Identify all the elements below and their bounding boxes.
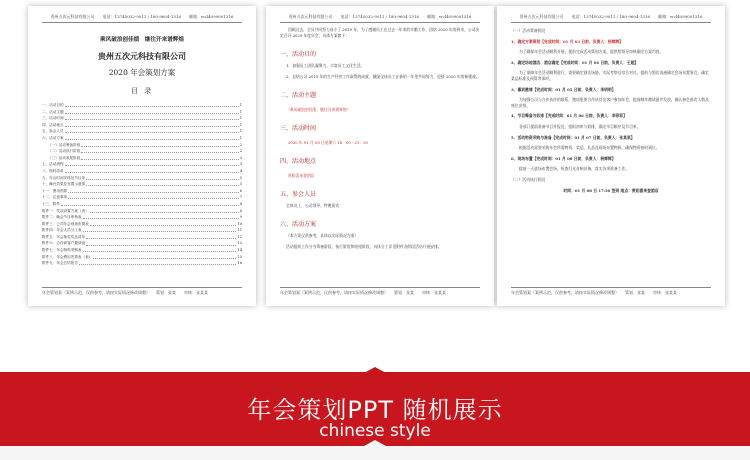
toc-entry-page: 1 <box>239 129 242 134</box>
toc-dot-leader <box>65 119 239 120</box>
toc-dot-leader <box>83 251 237 252</box>
toc-entry <box>42 155 242 162</box>
toc-dot-leader <box>83 231 237 232</box>
toc-entry <box>42 227 242 234</box>
section-body-text: 全体员工、公司领导、特邀嘉宾 <box>286 203 340 208</box>
plan-title: 2020 年会策划方案 <box>108 68 176 77</box>
toc-entry-page: 8 <box>239 208 242 213</box>
toc-entry-page: 2 <box>239 149 242 154</box>
toc-title: 目 录 <box>130 87 154 95</box>
preparation-item: 3、嘉宾邀请【完成时间：01 月 05 日前，负责人：李明明】 <box>511 86 616 92</box>
toc-entry-label: 四、活动地点 <box>42 122 64 127</box>
toc-entry-page: 16 <box>237 261 242 266</box>
toc-entry <box>42 161 242 168</box>
toc-entry-label: （二）活动执行阶段 <box>48 149 81 154</box>
preparation-item: 2、确定场地酒店、酒店确定【完成时间：01 月 04 日前，负责人：王超】 <box>511 59 639 65</box>
preparation-item: 为了确保年会活动顺利开展，提前完成活动策划方案，提供给领导审核确定方案内容。 <box>519 49 664 55</box>
toc-dot-leader <box>90 212 239 213</box>
toc-entry <box>42 260 242 267</box>
toc-entry-page: 1 <box>239 103 242 107</box>
toc-entry <box>42 135 242 142</box>
toc-dot-leader <box>68 198 239 199</box>
toc-entry-page: 2 <box>239 142 242 147</box>
toc-dot-leader <box>86 185 239 186</box>
toc-entry <box>42 240 242 247</box>
toc-entry <box>42 148 242 155</box>
preparation-item: 提前一天进场布置会场，检查灯光音响设备，落实各项准备工作。 <box>519 166 630 172</box>
section-body-text: 1、加强员工团队凝聚力，丰富员工文化生活。 <box>286 63 365 68</box>
section-heading: 五、参会人员 <box>280 191 317 198</box>
toc-dot-leader <box>65 132 239 133</box>
toc-entry-page: 6 <box>239 188 242 193</box>
document-page-sections <box>266 6 494 306</box>
toc-entry-page: 1 <box>239 116 242 121</box>
toc-dot-leader <box>65 139 239 140</box>
toc-dot-leader <box>81 152 238 153</box>
toc-entry <box>42 214 242 221</box>
toc-entry-page: 10 <box>237 221 242 226</box>
toc-entry <box>42 234 242 241</box>
preparation-item: 各部门提前准备节目并报送，组织初审与彩排，确定节目顺序及节目单。 <box>519 123 641 129</box>
toc-entry-label: 附件四：年会人员分工表 <box>42 228 82 233</box>
toc-entry-page: 7 <box>239 195 242 200</box>
section-heading: 一、活动目的 <box>280 51 317 58</box>
section-body-text: 2、总结公司 2019 年的生产经营工作取得的成就，激励全体员工在新的一年里共同努力，迎接 2020 年的新挑战。 <box>286 74 480 79</box>
page-header: 贵州五次元科技有限公司 电话：13745032-9011 / 180-9604-1316 邮箱：wcl4099001316 <box>280 14 480 23</box>
toc-entry <box>42 181 242 188</box>
toc-dot-leader <box>65 172 239 173</box>
toc-entry <box>42 221 242 228</box>
banner-subtitle: chinese style <box>319 421 431 441</box>
banner-title: 年会策划PPT 随机展示 <box>247 396 503 424</box>
toc-entry-page: 1 <box>239 109 242 114</box>
section-body-text: （本方案仅供参考，具体以实际情况为准） <box>286 233 359 238</box>
section-list <box>280 49 480 250</box>
toc-entry <box>42 201 242 208</box>
toc-entry <box>42 175 242 182</box>
toc-dot-leader <box>65 113 239 114</box>
section-heading: 六、活动方案 <box>280 221 317 228</box>
company-name: 贵州五次元科技有限公司 <box>98 51 186 61</box>
toc-dot-leader <box>65 106 239 107</box>
banner-bottom-notch <box>364 440 386 446</box>
preparation-item: 6、现场布置【完成时间：01 月 08 日前，负责人：杨辉辉】 <box>511 155 616 161</box>
toc-dot-leader <box>61 205 239 206</box>
toc-entry <box>42 188 242 195</box>
toc-entry-page: 15 <box>237 254 242 259</box>
page-footer: 年会策划案（案例示范，仅供参考，请按实际情况修改调整） 策划：张某 审核：张某某 <box>280 287 480 296</box>
toc-entry <box>42 128 242 135</box>
toc-entry <box>42 102 242 109</box>
toc-entry-label: 十二、注意事项 <box>42 195 68 200</box>
document-page-preparation <box>497 6 725 306</box>
toc-dot-leader <box>93 258 236 259</box>
toc-dot-leader <box>79 264 236 265</box>
section-heading: 二、活动主题 <box>280 92 317 99</box>
toc-entry <box>42 109 242 116</box>
toc-entry <box>42 254 242 261</box>
preparation-item: 根据活动需要采购年会所需物资、奖品、礼品及现场布置物料，确保物资按时到位。 <box>519 145 660 151</box>
toc-entry-label: 附件一：奖项设置方案（表） <box>42 208 89 213</box>
toc-entry <box>42 208 242 215</box>
toc-entry-label: 十一、费用预算 <box>42 188 68 193</box>
toc-entry-label: 九、年会时间安排及节目单 <box>42 175 86 180</box>
section-body-text: 活动组织工作分为筹备阶段、执行阶段和收尾阶段，具体分工详见附件各阶段活动开展安排。 <box>286 244 442 249</box>
toc-dot-leader <box>65 126 239 127</box>
toc-dot-leader <box>86 179 239 180</box>
preparation-item: 1、确定方案策划【完成时间：01 月 03 日前，负责人：杨辉辉】 <box>511 38 624 44</box>
preparation-items <box>511 28 711 193</box>
toc-entry-label: 三、活动时间 <box>42 116 64 121</box>
toc-dot-leader <box>68 192 239 193</box>
preparation-item: 时间：01 月 08 日 17:30 签到 地点：贵阳喜来登酒店 <box>563 187 659 193</box>
toc-entry-label: （一）活动筹备阶段 <box>48 142 81 147</box>
toc-entry-page: 3 <box>239 155 242 160</box>
banner-bottom-strip <box>0 446 750 460</box>
toc-entry <box>42 142 242 149</box>
toc-entry-label: 七、活动流程 <box>42 162 64 167</box>
preparation-item: 4、节目筹备与彩排【完成时间：01 月 06 日前，负责人：李菲菲】 <box>511 113 627 119</box>
page-header: 贵州五次元科技有限公司 电话：13745032-9011 / 180-9604-1316 邮箱：wcl4099001316 <box>42 14 242 23</box>
section-heading: 四、活动地点 <box>280 158 317 165</box>
preparation-item: 为了保障年会活动顺利进行，需要确定酒店场地，实际考察后综合对比，提前与酒店沟通确定会场布置事宜，确定菜品标准及预算等事项。 <box>511 70 709 81</box>
toc-dot-leader <box>81 146 238 147</box>
section-highlight-text: 贵阳喜来登酒店 <box>288 173 315 178</box>
preparation-item: （一）活动筹备阶段 <box>511 28 546 33</box>
toc-entry-label: 五、参会人员 <box>42 129 64 134</box>
toc-dot-leader <box>81 159 238 160</box>
preparation-item: 为加强公司与合作伙伴的联系，邀请重要合作伙伴及客户参加年会，提前制作邀请函并发放，确认参会嘉宾人数及座位安排。 <box>511 97 709 108</box>
toc-entry-label: 二、活动主题 <box>42 109 64 114</box>
intro-paragraph: 回顾过去，全员共同努力奋斗了 2019 年，为了感谢员工在过去一年来的辛勤工作，团结 2020 年的到来，公司决定召开 2020 年度年会，具体方案如下： <box>280 27 480 38</box>
toc-entry-page: 1 <box>239 135 242 140</box>
toc-entry <box>42 247 242 254</box>
table-of-contents <box>42 102 242 267</box>
cover-slogan: 乘风破浪创佳绩 继往开来谱辉煌 <box>100 37 184 43</box>
toc-entry <box>42 122 242 129</box>
banner-notch <box>364 367 386 373</box>
toc-entry-label: 十、舞台效果及布置示意图 <box>42 182 86 187</box>
toc-entry-page: 9 <box>239 215 242 220</box>
toc-entry-page: 8 <box>239 201 242 206</box>
toc-entry-page: 5 <box>239 182 242 187</box>
section-heading: 三、活动时间 <box>280 125 317 132</box>
toc-dot-leader <box>83 218 239 219</box>
toc-entry-label: 附件五：年会抽奖奖品清单 <box>42 234 86 239</box>
toc-entry-page: 3 <box>239 162 242 167</box>
toc-entry-label: 附件二：晚会节目审核表 <box>42 215 82 220</box>
section-highlight-text: "乘风破浪创佳绩，继往开来谱辉煌" <box>288 107 349 112</box>
page-footer: 年会策划案（案例示范，仅供参考，请按实际情况修改调整） 策划：张某 审核：张某某 <box>511 287 711 296</box>
toc-entry-page: 4 <box>239 168 242 173</box>
toc-entry-page: 13 <box>237 241 242 246</box>
toc-dot-leader <box>86 238 236 239</box>
toc-entry-label: 附件九：年会总结报告 <box>42 261 78 266</box>
toc-entry <box>42 194 242 201</box>
toc-entry-label: 附件七：年会物料采购表 <box>42 248 82 253</box>
toc-entry-page: 1 <box>239 122 242 127</box>
toc-entry-label: 附件三：公司年会现场布置表 <box>42 221 89 226</box>
toc-entry-label: （三）活动收尾阶段 <box>48 155 81 160</box>
toc-entry-label: 附件六：合作商客户邀请函 <box>42 241 86 246</box>
toc-entry-page: 11 <box>237 228 242 233</box>
page-footer: 年会策划案（案例示范，仅供参考，请按实际情况修改调整） 策划：张某 审核：张某某 <box>42 287 242 296</box>
toc-dot-leader <box>86 245 236 246</box>
toc-entry-label: 附件八：年会费用决算表（表） <box>42 254 93 259</box>
toc-entry-label: 六、活动方案 <box>42 135 64 140</box>
toc-entry-label: 八、物料清单 <box>42 168 64 173</box>
toc-entry-page: 12 <box>237 234 242 239</box>
toc-entry-label: 一、活动目的 <box>42 103 64 107</box>
toc-dot-leader <box>90 225 237 226</box>
section-highlight-text: 2020 年 01 月 08 日星期六 18：00 - 21：30 <box>288 140 368 145</box>
page-header: 贵州五次元科技有限公司 电话：13745032-9011 / 180-9604-1316 邮箱：wcl4099001316 <box>511 14 711 23</box>
toc-entry <box>42 115 242 122</box>
toc-entry-page: 14 <box>237 248 242 253</box>
preparation-item: 5、活动物资采购与准备【完成时间：01 月 07 日前，负责人：张某某】 <box>511 134 635 140</box>
toc-entry-label: 十三、附件 <box>42 201 60 206</box>
toc-entry <box>42 168 242 175</box>
toc-dot-leader <box>65 165 239 166</box>
toc-entry-page: 5 <box>239 175 242 180</box>
document-page-cover-toc <box>28 6 256 306</box>
preparation-item: （二）活动执行阶段 <box>511 176 546 182</box>
